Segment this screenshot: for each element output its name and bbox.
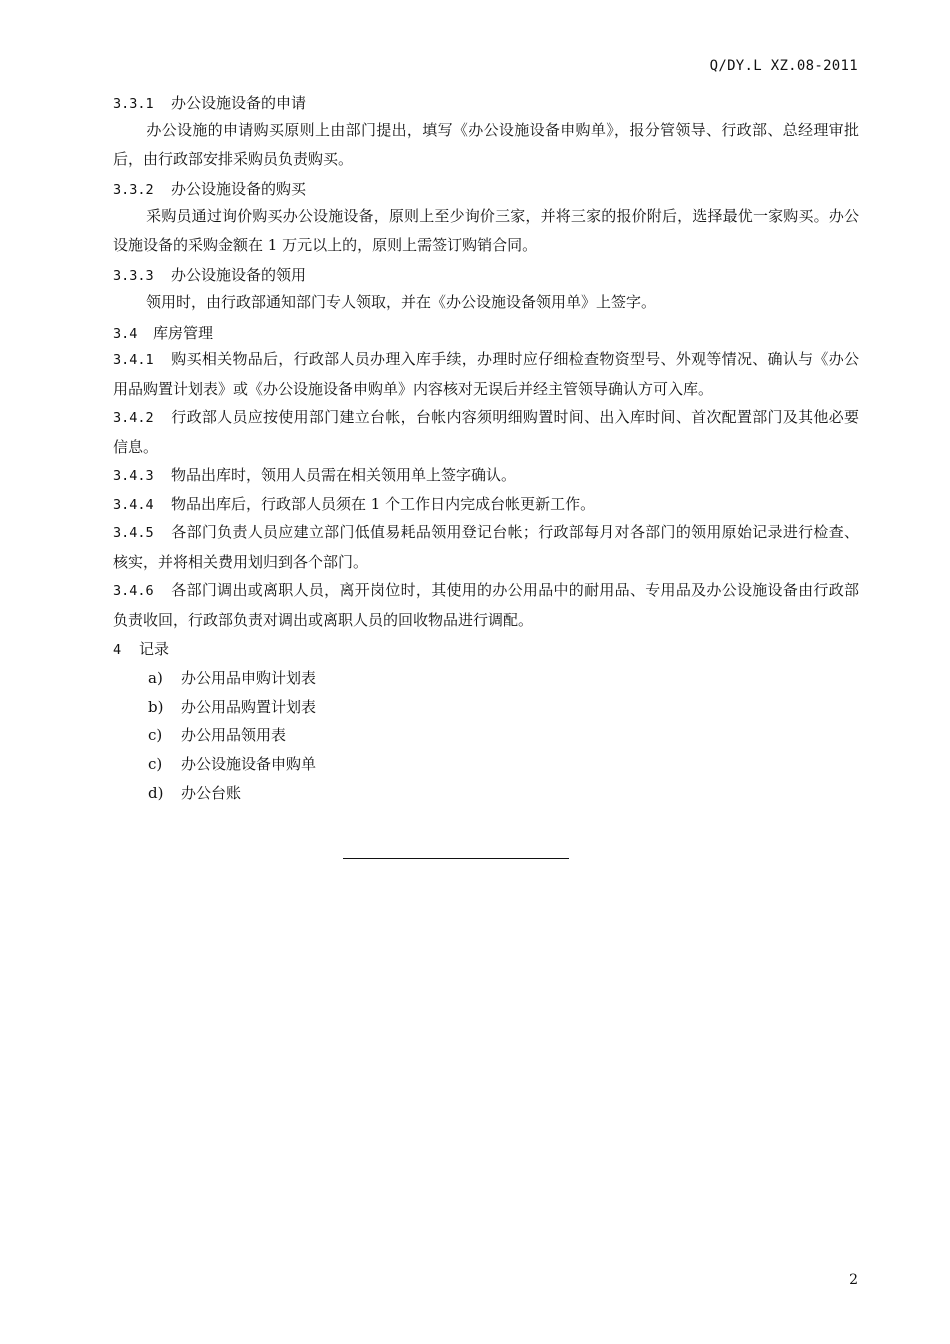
section-number: 3.4 — [113, 326, 138, 342]
record-label: a) — [148, 669, 163, 687]
record-item — [148, 696, 316, 717]
record-label: b) — [148, 698, 164, 716]
section-title: 办公设施设备的申请 — [171, 94, 307, 112]
clause-3-4-3 — [113, 461, 859, 491]
record-label: c) — [148, 755, 163, 773]
paragraph-text: 采购员通过询价购买办公设施设备，原则上至少询价三家，并将三家的报价附后，选择最优一家购买。办公设施设备的采购金额在 1 万元以上的，原则上需签订购销合同。 — [113, 207, 859, 254]
section-3-3-2-body — [113, 202, 859, 259]
section-3-3-1-body — [113, 116, 859, 173]
record-text: 办公用品领用表 — [181, 726, 287, 744]
clause-number: 3.4.5 — [113, 525, 154, 541]
record-item — [148, 724, 286, 745]
section-title: 办公设施设备的购买 — [171, 180, 307, 198]
clause-number: 3.4.1 — [113, 352, 154, 368]
clause-number: 3.4.2 — [113, 410, 154, 426]
clause-text: 购买相关物品后，行政部人员办理入库手续，办理时应仔细检查物资型号、外观等情况、确认与《办公用品购置计划表》或《办公设施设备申购单》内容核对无误后并经主管领导确认方可入库。 — [113, 350, 859, 398]
section-number: 3.3.3 — [113, 268, 154, 284]
section-number: 4 — [113, 642, 122, 658]
record-item — [148, 667, 316, 688]
paragraph-text: 办公设施的申请购买原则上由部门提出，填写《办公设施设备申购单》，报分管领导、行政部、总经理审批后，由行政部安排采购员负责购买。 — [113, 121, 859, 168]
clause-number: 3.4.4 — [113, 497, 154, 513]
section-3-3-3-heading — [113, 264, 306, 285]
record-text: 办公台账 — [181, 784, 242, 802]
section-3-4-heading — [113, 322, 213, 343]
record-item — [148, 753, 316, 774]
clause-text: 物品出库时，领用人员需在相关领用单上签字确认。 — [171, 466, 517, 484]
section-number: 3.3.2 — [113, 182, 154, 198]
clause-3-4-1 — [113, 345, 859, 403]
clause-text: 行政部人员应按使用部门建立台帐，台帐内容须明细购置时间、出入库时间、首次配置部门及其他必要信息。 — [113, 408, 859, 456]
paragraph-text: 领用时，由行政部通知部门专人领取，并在《办公设施设备领用单》上签字。 — [146, 293, 657, 311]
clause-number: 3.4.3 — [113, 468, 154, 484]
end-rule — [343, 858, 569, 859]
section-3-3-2-heading — [113, 178, 306, 199]
section-4-heading — [113, 638, 169, 659]
record-text: 办公用品购置计划表 — [181, 698, 317, 716]
document-code: Q/DY.L XZ.08-2011 — [709, 58, 858, 74]
clause-3-4-2 — [113, 403, 859, 461]
record-label: c) — [148, 726, 163, 744]
record-item — [148, 782, 241, 803]
record-text: 办公用品申购计划表 — [181, 669, 317, 687]
section-title: 记录 — [139, 640, 170, 658]
clause-3-4-5 — [113, 518, 859, 576]
section-number: 3.3.1 — [113, 96, 154, 112]
page-number: 2 — [849, 1272, 858, 1288]
clause-text: 物品出库后，行政部人员须在 1 个工作日内完成台帐更新工作。 — [171, 495, 596, 513]
record-label: d) — [148, 784, 164, 802]
section-3-3-3-body — [113, 288, 859, 317]
clause-number: 3.4.6 — [113, 583, 154, 599]
section-title: 库房管理 — [153, 324, 214, 342]
clause-text: 各部门调出或离职人员，离开岗位时，其使用的办公用品中的耐用品、专用品及办公设施设备由行政部负责收回，行政部负责对调出或离职人员的回收物品进行调配。 — [113, 581, 859, 629]
section-title: 办公设施设备的领用 — [171, 266, 307, 284]
clause-3-4-6 — [113, 576, 859, 634]
section-3-3-1-heading — [113, 92, 306, 113]
record-text: 办公设施设备申购单 — [181, 755, 317, 773]
clause-text: 各部门负责人员应建立部门低值易耗品领用登记台帐；行政部每月对各部门的领用原始记录进行检查、核实，并将相关费用划归到各个部门。 — [113, 523, 859, 571]
clause-3-4-4 — [113, 490, 859, 520]
